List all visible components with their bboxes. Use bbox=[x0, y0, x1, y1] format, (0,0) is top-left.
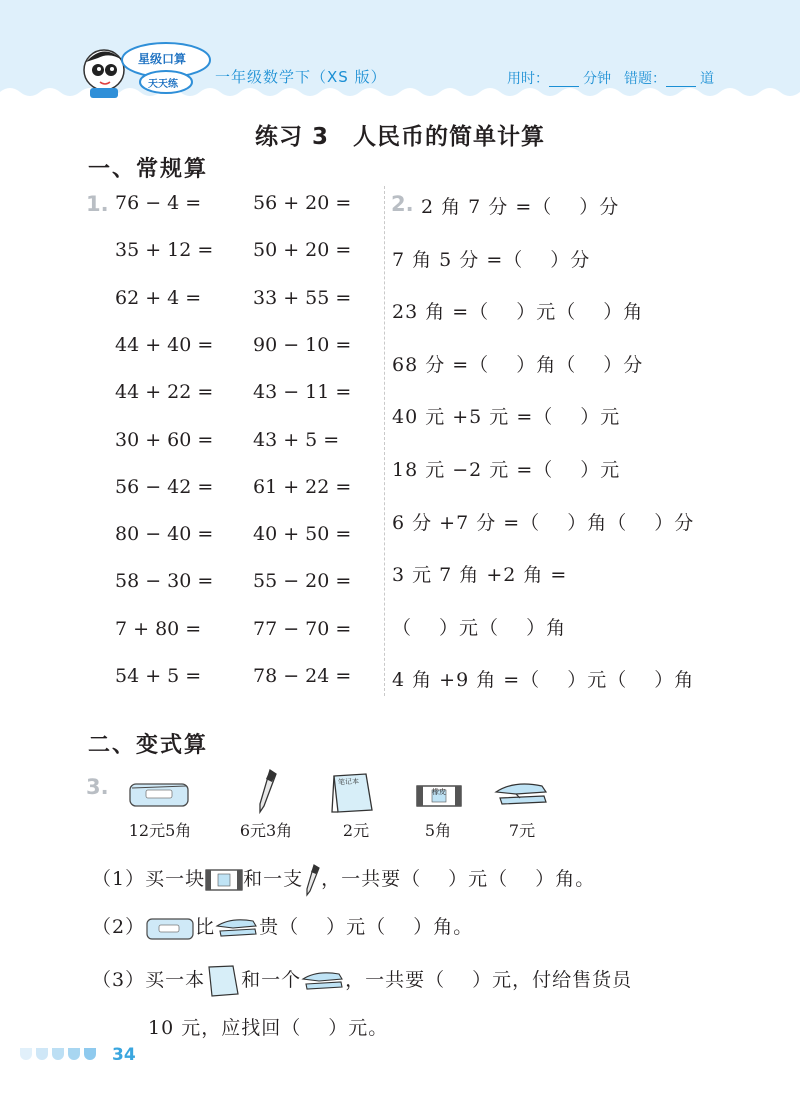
item-price: 5角 bbox=[424, 821, 452, 840]
errors-blank bbox=[666, 86, 696, 87]
item-price: 12元5角 bbox=[128, 821, 192, 840]
mascot-text-1: 星级口算 bbox=[138, 52, 187, 66]
errors-label: 错题： bbox=[624, 71, 666, 87]
arithmetic-problem: 80 − 40 = bbox=[115, 523, 214, 546]
eraser-icon bbox=[205, 869, 243, 891]
arithmetic-problem: 44 + 22 = bbox=[115, 381, 214, 404]
money-conversion-problem: （ ）元（ ）角 bbox=[392, 616, 567, 639]
question-3-part-1: （1）买一块 和一支 ，一共要（ ）元（ ）角。 bbox=[92, 863, 595, 897]
stapler-icon bbox=[494, 778, 550, 810]
question-2-number: 2. bbox=[391, 192, 414, 216]
time-label: 用时： bbox=[507, 71, 549, 87]
section-heading-variant: 二、变式算 bbox=[88, 733, 209, 758]
mascot-text-2: 天天练 bbox=[148, 79, 178, 90]
arithmetic-problem: 77 − 70 = bbox=[253, 617, 352, 640]
arithmetic-problem: 33 + 55 = bbox=[253, 286, 352, 309]
money-conversion-problem: 7 角 5 分 =（ ）分 bbox=[392, 248, 591, 271]
money-conversion-problem: 18 元 −2 元 =（ ）元 bbox=[392, 459, 621, 481]
money-conversion-problem: 40 元 +5 元 =（ ）元 bbox=[392, 406, 621, 429]
page-number: 34 bbox=[112, 1045, 136, 1065]
question-3-part-3-continued: 10 元，应找回（ ）元。 bbox=[148, 1017, 389, 1039]
arithmetic-problem: 7 + 80 = bbox=[115, 617, 202, 640]
arithmetic-problem: 61 + 22 = bbox=[253, 475, 352, 498]
arithmetic-problem: 50 + 20 = bbox=[253, 239, 352, 262]
notebook-cover-text: 笔记本 bbox=[337, 777, 360, 787]
item-price: 7元 bbox=[508, 821, 536, 840]
arithmetic-problem: 30 + 60 = bbox=[115, 428, 214, 451]
section-heading-regular: 一、常规算 bbox=[88, 157, 209, 182]
question-3-part-2: （2） 比 贵（ ）元（ ）角。 bbox=[92, 912, 473, 942]
arithmetic-problem: 78 − 24 = bbox=[253, 665, 352, 687]
item-price: 6元3角 bbox=[239, 821, 293, 840]
eraser-label-text: 橡皮 bbox=[432, 788, 446, 796]
pencil-case-icon bbox=[145, 914, 195, 942]
arithmetic-problem: 35 + 12 = bbox=[115, 239, 214, 262]
money-conversion-problem: 23 角 =（ ）元（ ）角 bbox=[392, 301, 644, 324]
time-unit: 分钟 bbox=[583, 71, 611, 87]
item-price: 2元 bbox=[342, 821, 370, 840]
arithmetic-problem: 56 + 20 = bbox=[253, 192, 352, 214]
pen-icon bbox=[303, 863, 321, 897]
pencil-case-icon bbox=[128, 776, 192, 810]
page-title: 练习 3 人民币的简单计算 bbox=[254, 124, 545, 150]
arithmetic-problem: 43 + 5 = bbox=[253, 428, 340, 451]
money-conversion-problem: 68 分 =（ ）角（ ）分 bbox=[392, 353, 644, 376]
arithmetic-problem: 56 − 42 = bbox=[115, 475, 214, 498]
arithmetic-problem: 43 − 11 = bbox=[253, 381, 352, 404]
money-conversion-problem: 2 角 7 分 =（ ）分 bbox=[421, 196, 620, 218]
book-subtitle: 一年级数学下（XS 版） bbox=[215, 68, 387, 86]
arithmetic-problem: 62 + 4 = bbox=[115, 286, 202, 309]
arithmetic-problem: 44 + 40 = bbox=[115, 333, 214, 356]
column-divider bbox=[384, 186, 385, 696]
notebook-icon bbox=[205, 964, 241, 998]
footer-decoration-dot bbox=[36, 1048, 48, 1060]
question-3-part-3: （3）买一本 和一个 ，一共要（ ）元，付给售货员 bbox=[92, 964, 632, 998]
time-blank bbox=[549, 86, 579, 87]
stapler-icon bbox=[215, 915, 259, 941]
arithmetic-problem: 90 − 10 = bbox=[253, 333, 352, 356]
pen-icon bbox=[254, 768, 280, 814]
footer-decoration-dot bbox=[20, 1048, 32, 1060]
arithmetic-problem: 76 − 4 = bbox=[115, 192, 202, 214]
footer-decoration-dot bbox=[52, 1048, 64, 1060]
money-conversion-problem: 4 角 +9 角 =（ ）元（ ）角 bbox=[392, 669, 695, 692]
question-3-number: 3. bbox=[86, 775, 109, 799]
stapler-icon bbox=[301, 968, 345, 994]
arithmetic-problem: 58 − 30 = bbox=[115, 570, 214, 593]
arithmetic-problem: 55 − 20 = bbox=[253, 570, 352, 593]
arithmetic-problem: 54 + 5 = bbox=[115, 665, 202, 687]
errors-unit: 道 bbox=[700, 71, 714, 87]
footer-decoration-dot bbox=[68, 1048, 80, 1060]
money-conversion-problem: 3 元 7 角 +2 角 = bbox=[392, 564, 568, 587]
money-conversion-problem: 6 分 +7 分 =（ ）角（ ）分 bbox=[392, 511, 695, 534]
question-1-number: 1. bbox=[86, 192, 109, 216]
footer-decoration-dot bbox=[84, 1048, 96, 1060]
arithmetic-problem: 40 + 50 = bbox=[253, 523, 352, 546]
